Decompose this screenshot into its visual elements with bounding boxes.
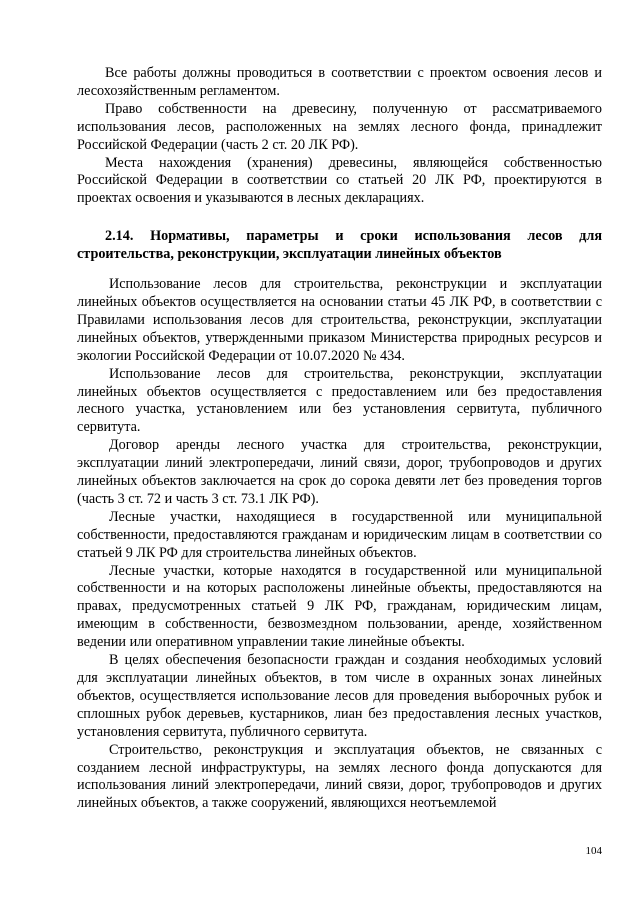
paragraph-construction-permitted: Строительство, реконструкция и эксплуатация объектов, не связанных с созданием лесной инфраструктуры, на землях лесного фонда допускаются для использования линий электропередачи, линий связи, дорог, трубопроводов и других линейных объектов, а также сооружений, являющихся неотъемлемой bbox=[77, 741, 602, 812]
paragraph-legal-basis: Использование лесов для строительства, реконструкции и эксплуатации линейных объектов осуществляется на основании статьи 45 ЛК РФ, в соответствии с Правилами использования лесов для строительства, реконструкции, эксплуатации линейных объектов, утвержденными приказом Министерства природных ресурсов и экологии Российской Федерации от 10.07.2020 № 434. bbox=[77, 276, 602, 364]
paragraph-usage-modes: Использование лесов для строительства, реконструкции, эксплуатации линейных объектов осуществляется с предоставлением или без предоставления лесного участка, установлением или без установления сервитута, публичного сервитута. bbox=[77, 365, 602, 436]
page-number: 104 bbox=[585, 845, 602, 857]
paragraph-lease-agreement: Договор аренды лесного участка для строительства, реконструкции, эксплуатации линий электропередачи, линий связи, дорог, трубопроводов и других линейных объектов заключается на срок до сорока девяти лет без проведения торгов (часть 3 ст. 72 и часть 3 ст. 73.1 ЛК РФ). bbox=[77, 437, 602, 507]
paragraph-safety-cutting: В целях обеспечения безопасности граждан и создания необходимых условий для эксплуатации линейных объектов, в том числе в охранных зонах линейных объектов, осуществляется использование лесов для проведения выборочных рубок и сплошных рубок деревьев, кустарников, лиан без предоставления лесных участков, установления сервитута, публичного сервитута. bbox=[77, 652, 602, 740]
paragraph-wood-ownership: Право собственности на древесину, полученную от рассматриваемого использования лесов, расположенных на землях лесного фонда, принадлежит Российской Федерации (часть 2 ст. 20 ЛК РФ). bbox=[77, 100, 602, 153]
section-heading: 2.14. Нормативы, параметры и сроки использования лесов для строительства, реконструкции, эксплуатации линейных объектов bbox=[77, 228, 602, 263]
paragraph-works-compliance: Все работы должны проводиться в соответствии с проектом освоения лесов и лесохозяйственным регламентом. bbox=[77, 65, 602, 99]
paragraph-state-plots: Лесные участки, находящиеся в государственной или муниципальной собственности, предоставляются гражданам и юридическим лицам в соответствии со статьей 9 ЛК РФ для строительства линейных объектов. bbox=[77, 508, 602, 561]
page-content bbox=[77, 65, 602, 813]
paragraph-existing-objects: Лесные участки, которые находятся в государственной или муниципальной собственности и на которых расположены линейные объекты, предоставляются на правах, предусмотренных статьей 9 ЛК РФ, гражданам, юридическим лицам, имеющим в собственности, безвозмездном пользовании, аренде, хозяйственном ведении или оперативном управлении такие линейные объекты. bbox=[77, 562, 602, 651]
paragraph-wood-storage: Места нахождения (хранения) древесины, являющейся собственностью Российской Федерации в соответствии со статьей 20 ЛК РФ, проектируются в проектах освоения и указываются в лесных декларациях. bbox=[77, 154, 602, 207]
